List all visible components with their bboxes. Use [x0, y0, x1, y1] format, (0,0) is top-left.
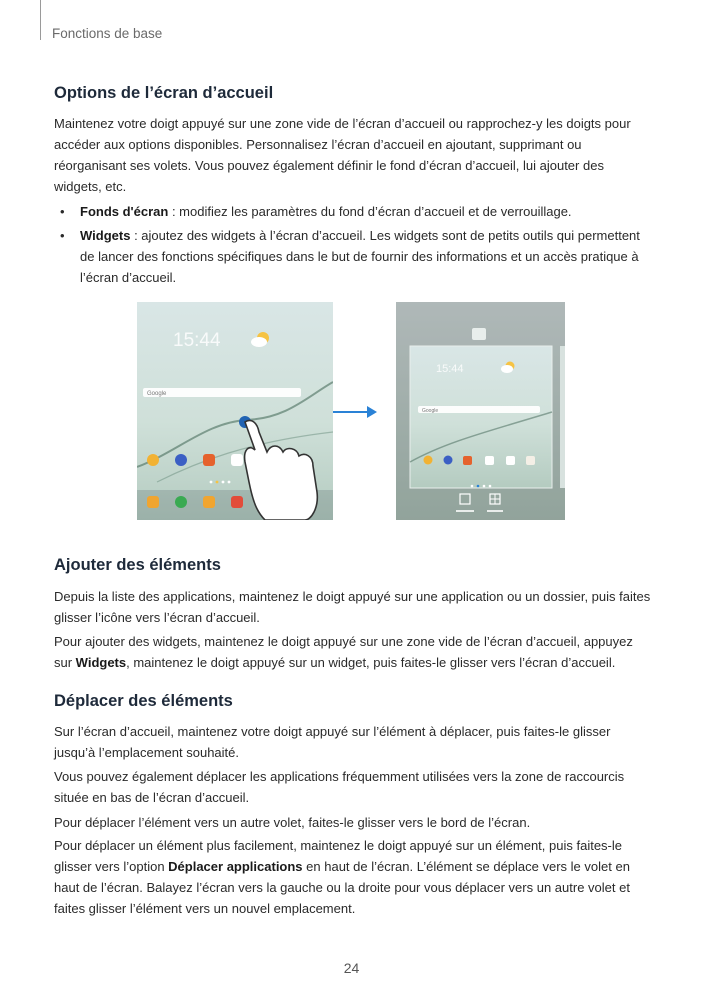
bullet-term: Fonds d'écran [80, 204, 169, 219]
figure-home-screen-before [137, 302, 333, 525]
app-icon [231, 496, 243, 508]
app-icon [147, 496, 159, 508]
header-rule [40, 0, 41, 40]
clock-text: 15:44 [436, 363, 464, 375]
heading-move-items: Déplacer des éléments [54, 692, 233, 710]
figure-home-screen-edit-mode [396, 302, 565, 525]
option-label-line [487, 510, 503, 512]
bold-term: Déplacer applications [168, 859, 303, 874]
paragraph-add-items-2 [54, 631, 654, 673]
text-run: Pour ajouter des widgets, maintenez le doigt appuyé sur une zone vide de l’écran d’accueil, appuyez sur [54, 634, 633, 670]
paragraph-move-items-1: Sur l’écran d’accueil, maintenez votre doigt appuyé sur l’élément à déplacer, puis faites-le glisser jusqu’à l’emplacement souhaité. [54, 724, 611, 760]
app-icon [175, 454, 187, 466]
app-icon [147, 454, 159, 466]
paragraph-move-items-2: Vous pouvez également déplacer les applications fréquemment utilisées vers la zone de raccourcis située en bas de l’écran d’accueil. [54, 769, 625, 805]
bullet-text [80, 225, 654, 288]
bullet-widgets [54, 225, 654, 288]
preview-panel [410, 346, 552, 488]
text-run: Pour déplacer un élément plus facilement, maintenez le doigt appuyé sur un élément, puis faites-le glisser vers l’option [54, 838, 622, 874]
paragraph-move-items-4 [54, 835, 654, 919]
home-icon [472, 328, 486, 340]
transition-arrow-icon [333, 402, 379, 422]
clock-text: 15:44 [173, 330, 221, 351]
page-number: 24 [343, 960, 360, 976]
app-icon [444, 456, 453, 465]
bold-term: Widgets [75, 655, 127, 670]
app-icon [506, 456, 515, 465]
bullet-description: : modifiez les paramètres du fond d’écran d’accueil et de verrouillage. [168, 204, 572, 219]
app-icon [203, 454, 215, 466]
search-bar-label: Google [422, 408, 439, 414]
bullet-wallpapers [54, 201, 654, 222]
bullet-dot: • [60, 204, 65, 219]
heading-home-screen-options: Options de l’écran d’accueil [54, 84, 274, 102]
bullet-text [80, 201, 654, 222]
side-panel-edge [560, 346, 565, 488]
app-icon [231, 454, 243, 466]
app-icon [463, 456, 472, 465]
bullet-dot: • [60, 228, 65, 243]
app-icon [485, 456, 494, 465]
search-bar [143, 388, 301, 397]
text-run: en haut de l’écran. L’élément se déplace vers le volet en haut de l’écran. Balayez l’écran vers la gauche ou la droite pour vous déplacer vers un autre volet et faites glisser l’élément vers un nouvel emplacement. [54, 859, 630, 916]
app-icon [424, 456, 433, 465]
app-icon [175, 496, 187, 508]
bullet-description: : ajoutez des widgets à l’écran d’accueil. Les widgets sont de petits outils qui permettent de lancer des fonctions spécifiques dans le but de fournir des informations et un accès pratique à l’écran d’accueil. [80, 228, 640, 285]
text-run: , maintenez le doigt appuyé sur un widget, puis faites-le glisser vers l’écran d’accueil. [126, 655, 616, 670]
app-icon [526, 456, 535, 465]
search-bar-label: Google [147, 391, 167, 397]
app-icon [203, 496, 215, 508]
option-label-line [456, 510, 474, 512]
header-section-title: Fonctions de base [52, 26, 163, 41]
paragraph-home-options-intro: Maintenez votre doigt appuyé sur une zone vide de l’écran d’accueil ou rapprochez-y les doigts pour accéder aux options disponibles. Personnalisez l’écran d’accueil en ajoutant, supprimant ou réorganisant ses volets. Vous pouvez également définir le fond d’écran d’accueil, lui ajouter des widgets, etc. [54, 116, 631, 194]
heading-add-items: Ajouter des éléments [54, 556, 221, 574]
tablet-home-screen [137, 302, 333, 520]
paragraph-add-items-1: Depuis la liste des applications, maintenez le doigt appuyé sur une application ou un dossier, puis faites glisser l’icône vers l’écran d’accueil. [54, 589, 651, 625]
tablet-edit-mode [396, 302, 565, 520]
paragraph-move-items-3: Pour déplacer l’élément vers un autre volet, faites-le glisser vers le bord de l’écran. [54, 815, 531, 830]
bullet-term: Widgets [80, 228, 131, 243]
